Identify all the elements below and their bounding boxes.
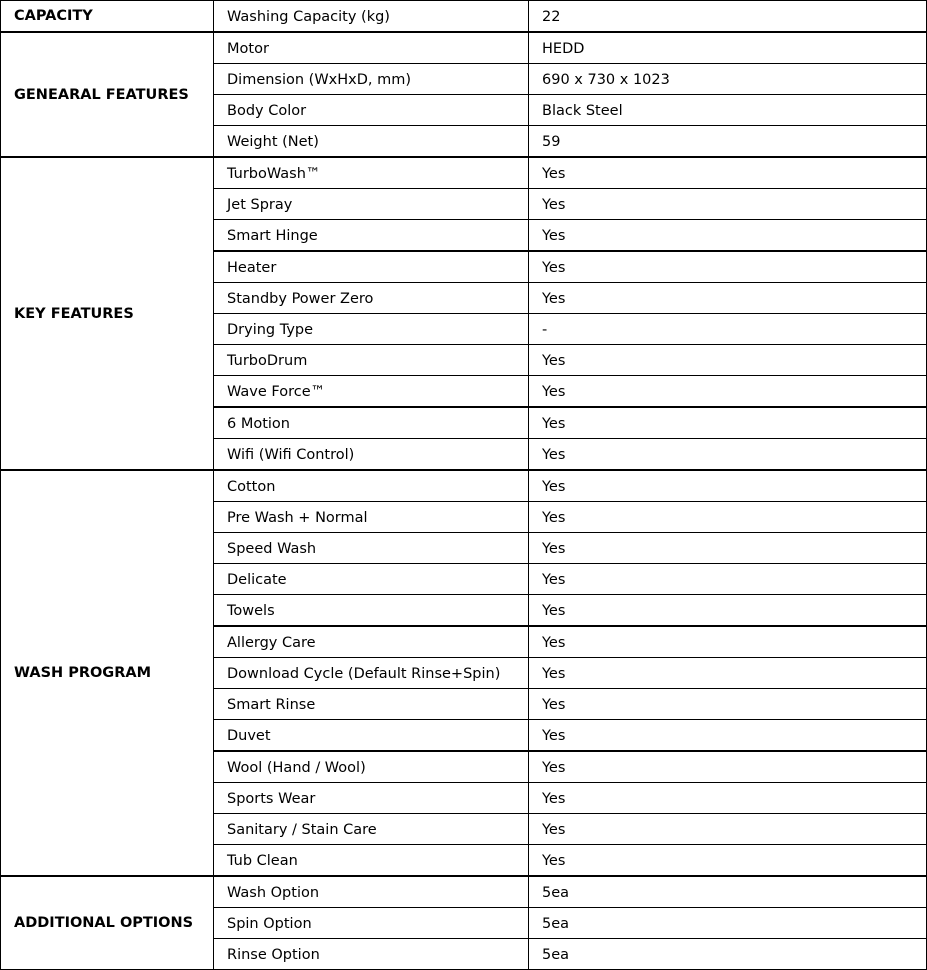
table-row (1, 157, 927, 189)
spec-value: Yes (529, 533, 927, 564)
spec-value: - (529, 314, 927, 345)
spec-label: Tub Clean (214, 845, 529, 877)
spec-value: Yes (529, 345, 927, 376)
spec-value: Yes (529, 720, 927, 752)
spec-label: Smart Hinge (214, 220, 529, 252)
spec-value: Yes (529, 439, 927, 471)
section-title: KEY FEATURES (1, 157, 214, 470)
spec-label: Pre Wash + Normal (214, 502, 529, 533)
spec-value: Yes (529, 157, 927, 189)
spec-table-body (1, 1, 927, 970)
spec-label: 6 Motion (214, 407, 529, 439)
table-row (1, 1, 927, 33)
spec-label: Smart Rinse (214, 689, 529, 720)
spec-label: Wash Option (214, 876, 529, 908)
spec-label: Wool (Hand / Wool) (214, 751, 529, 783)
spec-value: 5ea (529, 908, 927, 939)
spec-label: Heater (214, 251, 529, 283)
spec-value: Yes (529, 502, 927, 533)
spec-label: Duvet (214, 720, 529, 752)
spec-label: Sports Wear (214, 783, 529, 814)
table-row (1, 32, 927, 64)
spec-value: 22 (529, 1, 927, 33)
spec-label: Spin Option (214, 908, 529, 939)
spec-label: Speed Wash (214, 533, 529, 564)
spec-value: Yes (529, 626, 927, 658)
spec-label: TurboDrum (214, 345, 529, 376)
spec-value: Yes (529, 251, 927, 283)
table-row (1, 470, 927, 502)
section-title: GENEARAL FEATURES (1, 32, 214, 157)
spec-value: Yes (529, 407, 927, 439)
spec-value: 690 x 730 x 1023 (529, 64, 927, 95)
spec-value: 5ea (529, 939, 927, 970)
spec-value: Yes (529, 814, 927, 845)
spec-value: Yes (529, 470, 927, 502)
spec-value: Yes (529, 189, 927, 220)
spec-value: Yes (529, 751, 927, 783)
spec-value: Yes (529, 564, 927, 595)
spec-label: Body Color (214, 95, 529, 126)
spec-value: Yes (529, 376, 927, 408)
spec-value: Yes (529, 658, 927, 689)
spec-label: Standby Power Zero (214, 283, 529, 314)
table-row (1, 876, 927, 908)
spec-label: Download Cycle (Default Rinse+Spin) (214, 658, 529, 689)
section-title: ADDITIONAL OPTIONS (1, 876, 214, 970)
spec-value: Yes (529, 845, 927, 877)
spec-value: 59 (529, 126, 927, 158)
spec-label: Allergy Care (214, 626, 529, 658)
section-title: WASH PROGRAM (1, 470, 214, 876)
spec-label: Washing Capacity (kg) (214, 1, 529, 33)
spec-label: Jet Spray (214, 189, 529, 220)
spec-label: Motor (214, 32, 529, 64)
spec-value: Yes (529, 595, 927, 627)
spec-value: HEDD (529, 32, 927, 64)
spec-label: Rinse Option (214, 939, 529, 970)
spec-label: Wifi (Wifi Control) (214, 439, 529, 471)
spec-value: Yes (529, 283, 927, 314)
spec-value: Yes (529, 220, 927, 252)
spec-label: Weight (Net) (214, 126, 529, 158)
spec-label: Wave Force™ (214, 376, 529, 408)
spec-value: 5ea (529, 876, 927, 908)
spec-label: Drying Type (214, 314, 529, 345)
spec-label: Cotton (214, 470, 529, 502)
spec-value: Yes (529, 689, 927, 720)
spec-value: Yes (529, 783, 927, 814)
spec-label: TurboWash™ (214, 157, 529, 189)
spec-label: Sanitary / Stain Care (214, 814, 529, 845)
spec-label: Dimension (WxHxD, mm) (214, 64, 529, 95)
spec-label: Delicate (214, 564, 529, 595)
spec-label: Towels (214, 595, 529, 627)
spec-value: Black Steel (529, 95, 927, 126)
section-title: CAPACITY (1, 1, 214, 33)
